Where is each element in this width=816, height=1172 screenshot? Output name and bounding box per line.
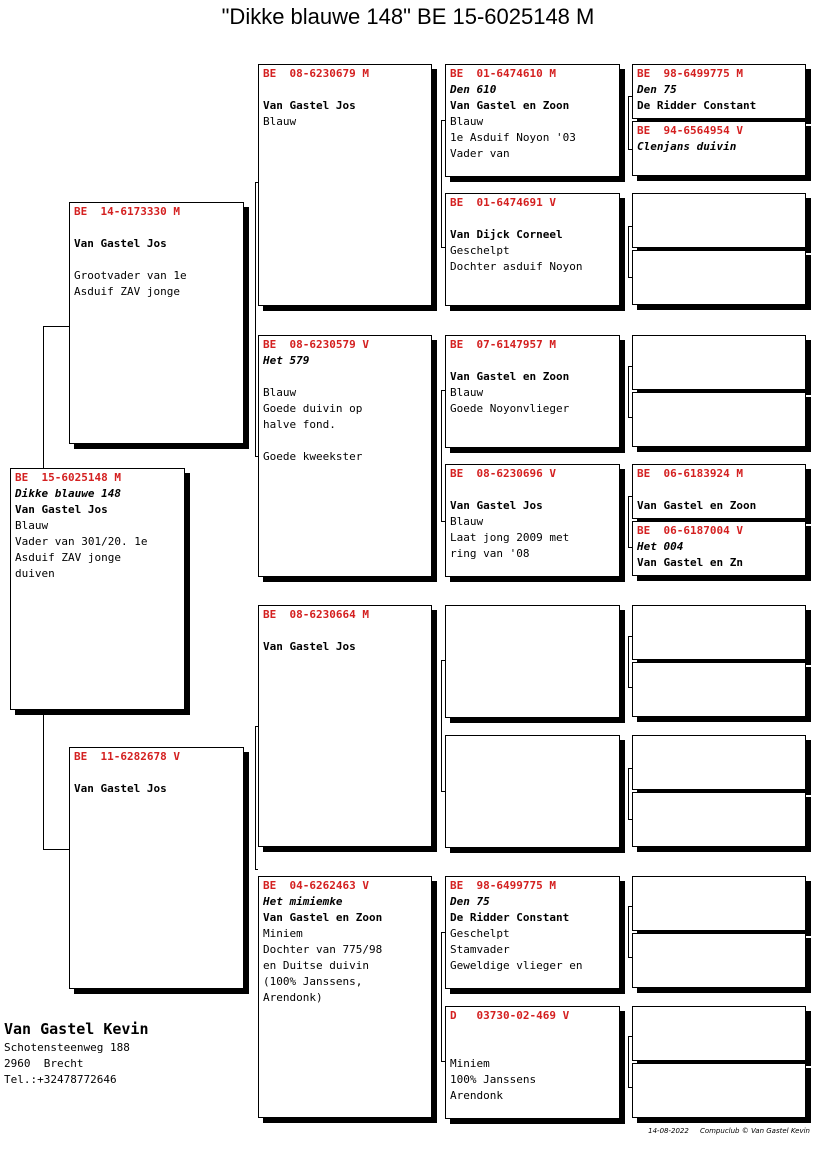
ring-number: BE 08-6230696 V [450,467,556,480]
pedigree-card-gen4-empty[interactable] [632,792,806,847]
pedigree-card-gen4-empty[interactable] [632,250,806,305]
ring-number: BE 15-6025148 M [15,471,121,484]
detail-line: Vader van [450,147,510,160]
pedigree-card-sire[interactable] [69,202,244,444]
pedigree-card-subject[interactable] [10,468,185,710]
detail-line: ring van '08 [450,547,530,560]
address-phone: Tel.:+32478772646 [4,1073,117,1086]
pedigree-card-gen3[interactable] [445,1006,620,1119]
pedigree-card-gen3-empty[interactable] [445,735,620,848]
detail-line: Blauw [450,115,484,128]
detail-line: Arendonk [450,1089,503,1102]
detail-line: Vader van 301/20. 1e [15,535,148,548]
owner-name: Van Gastel en Zoon [450,370,570,383]
detail-line [450,1040,615,1056]
detail-line: en Duitse duivin [263,959,369,972]
ring-number: BE 08-6230579 V [263,338,369,351]
detail-line: (100% Janssens, [263,975,363,988]
owner-name: Van Gastel Jos [15,503,108,516]
detail-line: Geschelpt [450,244,510,257]
pedigree-card-gen4-empty[interactable] [632,605,806,660]
pedigree-card-gen4-empty[interactable] [632,1063,806,1118]
pedigree-card-dam[interactable] [69,747,244,989]
owner-name: Van Gastel Jos [74,237,167,250]
detail-line [74,252,239,268]
detail-line: Blauw [450,386,484,399]
pedigree-card-gen2[interactable] [258,876,432,1118]
page-title: "Dikke blauwe 148" BE 15-6025148 M [221,4,595,29]
pedigree-card-gen4[interactable] [632,464,806,519]
detail-line: Goede Noyonvlieger [450,402,570,415]
bird-name: Het 004 [637,540,684,553]
detail-line: Arendonk) [263,991,323,1004]
pedigree-card-gen3-empty[interactable] [445,605,620,718]
detail-line: Grootvader van 1e [74,269,187,282]
owner-name: Van Dijck Corneel [450,228,563,241]
detail-line [263,369,427,385]
owner-name: Van Gastel Jos [450,499,543,512]
footer-credit: 14-08-2022 Compuclub © Van Gastel Kevin [648,1127,810,1135]
ring-number: BE 94-6564954 V [637,124,743,137]
ring-number: BE 11-6282678 V [74,750,180,763]
owner-name: Van Gastel Jos [263,640,356,653]
owner-name: De Ridder Constant [637,99,757,112]
address-street: Schotensteenweg 188 [4,1041,130,1054]
bird-name: Den 75 [450,895,490,908]
detail-line [263,433,427,449]
breeder-address [4,1018,149,1088]
ring-number: BE 08-6230664 M [263,608,369,621]
owner-name: Van Gastel Jos [263,99,356,112]
ring-number: BE 08-6230679 M [263,67,369,80]
owner-name: Van Gastel Jos [74,782,167,795]
ring-number: BE 01-6474691 V [450,196,556,209]
pedigree-card-gen4-empty[interactable] [632,335,806,390]
ring-number: BE 01-6474610 M [450,67,556,80]
detail-line: 100% Janssens [450,1073,537,1086]
pedigree-card-gen4-empty[interactable] [632,1006,806,1061]
pedigree-card-gen4-empty[interactable] [632,193,806,248]
detail-line: Asduif ZAV jonge [74,285,180,298]
pedigree-card-gen3[interactable] [445,464,620,577]
detail-line: Blauw [263,386,297,399]
detail-line: Miniem [450,1057,490,1070]
pedigree-card-gen3[interactable] [445,193,620,306]
pedigree-card-gen4[interactable] [632,121,806,176]
address-city: 2960 Brecht [4,1057,84,1070]
pedigree-card-gen4-empty[interactable] [632,876,806,931]
detail-line: Geweldige vlieger en [450,959,583,972]
pedigree-card-gen4[interactable] [632,64,806,119]
owner-name: Van Gastel en Zoon [637,499,757,512]
owner-name: Van Gastel en Zoon [450,99,570,112]
detail-line: Blauw [450,515,484,528]
ring-number: BE 98-6499775 M [637,67,743,80]
detail-line: Geschelpt [450,927,510,940]
bird-name: Het 579 [263,354,310,367]
detail-line: Goede duivin op [263,402,363,415]
pedigree-card-gen2[interactable] [258,335,432,577]
detail-line: 1e Asduif Noyon '03 [450,131,576,144]
ring-number: BE 98-6499775 M [450,879,556,892]
pedigree-card-gen3[interactable] [445,64,620,177]
pedigree-card-gen4-empty[interactable] [632,933,806,988]
detail-line: Stamvader [450,943,510,956]
bird-name: Clenjans duivin [637,140,737,153]
detail-line: Dochter asduif Noyon [450,260,583,273]
owner-name: Van Gastel en Zn [637,556,743,569]
pedigree-card-gen3[interactable] [445,335,620,448]
pedigree-card-gen4[interactable] [632,521,806,576]
detail-line: Blauw [15,519,49,532]
detail-line: Laat jong 2009 met [450,531,570,544]
detail-line: duiven [15,567,55,580]
pedigree-card-gen2[interactable] [258,64,432,306]
bird-name: Dikke blauwe 148 [15,487,121,500]
detail-line: Miniem [263,927,303,940]
owner-name: De Ridder Constant [450,911,570,924]
detail-line: halve fond. [263,418,336,431]
detail-line: Asduif ZAV jonge [15,551,121,564]
pedigree-card-gen4-empty[interactable] [632,392,806,447]
pedigree-card-gen3[interactable] [445,876,620,989]
bird-name: Het mimiemke [263,895,343,908]
detail-line: Blauw [263,115,297,128]
bird-name: Den 75 [637,83,677,96]
pedigree-card-gen2[interactable] [258,605,432,847]
pedigree-card-gen4-empty[interactable] [632,735,806,790]
breeder-name: Van Gastel Kevin [4,1020,149,1038]
ring-number: BE 04-6262463 V [263,879,369,892]
ring-number: BE 14-6173330 M [74,205,180,218]
detail-line: Dochter van 775/98 [263,943,383,956]
detail-line: Goede kweekster [263,450,363,463]
bird-name: Den 610 [450,83,497,96]
ring-number: BE 06-6187004 V [637,524,743,537]
pedigree-card-gen4-empty[interactable] [632,662,806,717]
ring-number: BE 06-6183924 M [637,467,743,480]
owner-name: Van Gastel en Zoon [263,911,383,924]
ring-number: BE 07-6147957 M [450,338,556,351]
ring-number: D 03730-02-469 V [450,1009,570,1022]
